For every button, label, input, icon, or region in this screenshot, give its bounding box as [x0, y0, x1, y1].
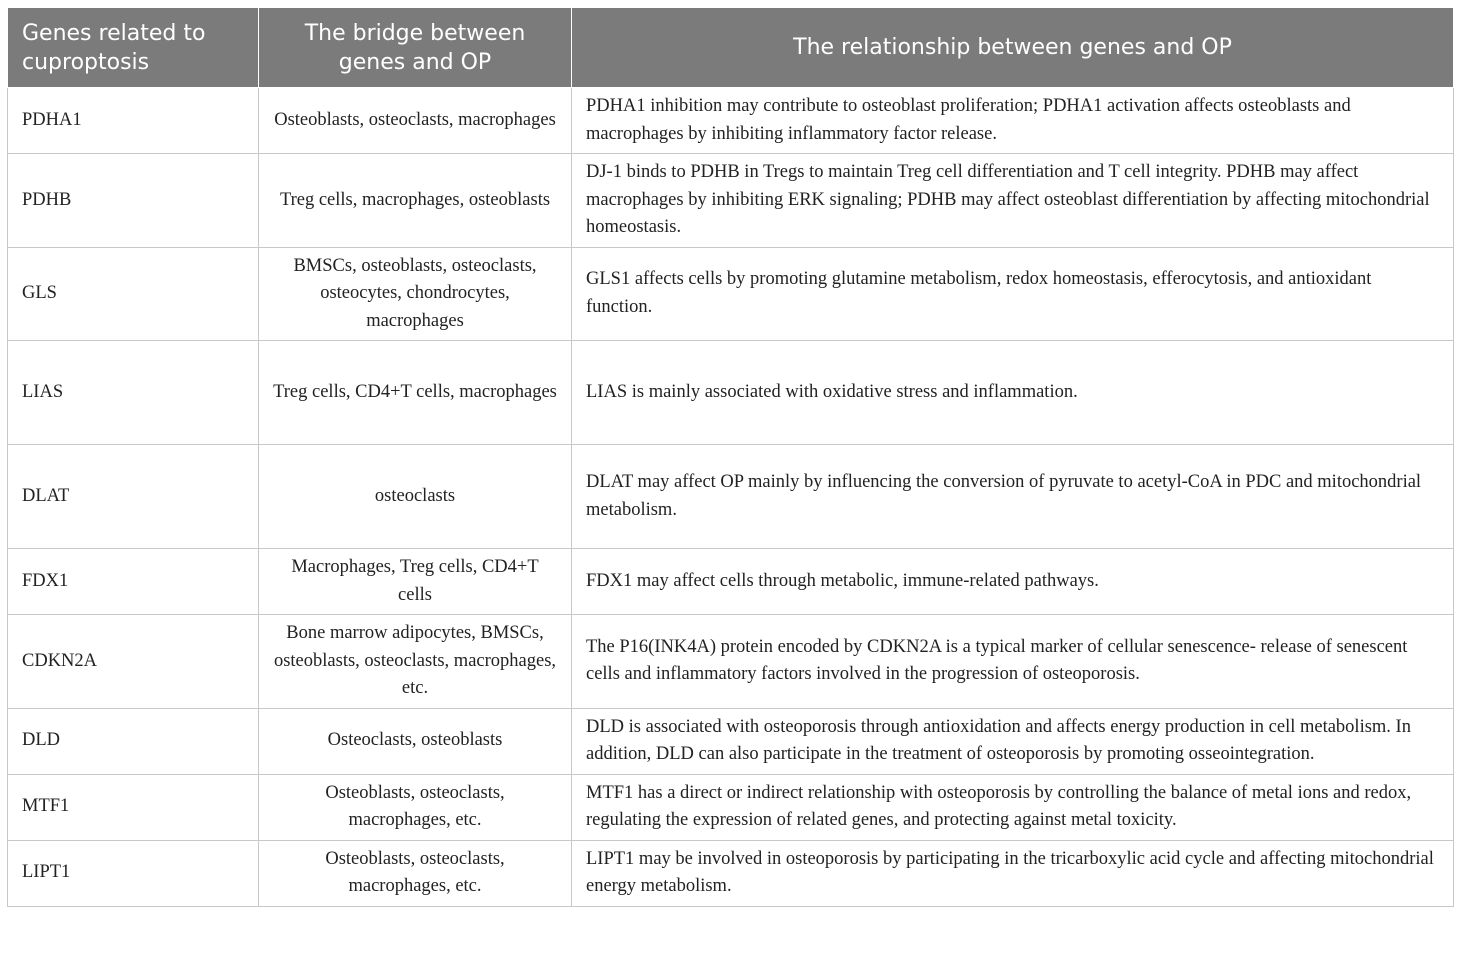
table-row: [8, 708, 1454, 774]
relationship-cell: MTF1 has a direct or indirect relationship with osteoporosis by controlling the balance of metal ions and redox, regulating the expression of related genes, and protecting against metal toxicity.: [572, 774, 1454, 840]
table-row: [8, 341, 1454, 445]
relationship-cell: FDX1 may affect cells through metabolic, immune-related pathways.: [572, 549, 1454, 615]
bridge-cell: Macrophages, Treg cells, CD4+T cells: [259, 549, 572, 615]
relationship-cell: DLD is associated with osteoporosis through antioxidation and affects energy production in cell metabolism. In addition, DLD can also participate in the treatment of osteoporosis by promoting osseointegration.: [572, 708, 1454, 774]
bridge-cell: BMSCs, osteoblasts, osteoclasts, osteocytes, chondrocytes, macrophages: [259, 247, 572, 341]
bridge-cell: Bone marrow adipocytes, BMSCs, osteoblasts, osteoclasts, macrophages, etc.: [259, 615, 572, 709]
relationship-cell: The P16(INK4A) protein encoded by CDKN2A is a typical marker of cellular senescence- release of senescent cells and inflammatory factors involved in the progression of osteoporosis.: [572, 615, 1454, 709]
relationship-cell: DJ-1 binds to PDHB in Tregs to maintain Treg cell differentiation and T cell integrity. PDHB may affect macrophages by inhibiting ERK signaling; PDHB may affect osteoblast differentiation by affecting mitochondrial homeostasis.: [572, 154, 1454, 248]
bridge-cell: Osteoblasts, osteoclasts, macrophages, etc.: [259, 774, 572, 840]
gene-cell: DLD: [8, 708, 259, 774]
relationship-cell: DLAT may affect OP mainly by influencing the conversion of pyruvate to acetyl-CoA in PDC and mitochondrial metabolism.: [572, 445, 1454, 549]
column-header-bridge: The bridge between genes and OP: [259, 8, 572, 88]
gene-cell: FDX1: [8, 549, 259, 615]
table-container: [7, 7, 1453, 907]
bridge-cell: Treg cells, CD4+T cells, macrophages: [259, 341, 572, 445]
table-row: [8, 840, 1454, 906]
table-row: [8, 88, 1454, 154]
bridge-cell: Osteoblasts, osteoclasts, macrophages: [259, 88, 572, 154]
gene-cell: DLAT: [8, 445, 259, 549]
table-row: [8, 247, 1454, 341]
bridge-cell: Treg cells, macrophages, osteoblasts: [259, 154, 572, 248]
genes-op-table: [7, 7, 1454, 907]
table-header: [8, 8, 1454, 88]
gene-cell: MTF1: [8, 774, 259, 840]
table-row: [8, 154, 1454, 248]
gene-cell: LIAS: [8, 341, 259, 445]
bridge-cell: Osteoclasts, osteoblasts: [259, 708, 572, 774]
table-row: [8, 549, 1454, 615]
relationship-cell: PDHA1 inhibition may contribute to osteoblast proliferation; PDHA1 activation affects osteoblasts and macrophages by inhibiting inflammatory factor release.: [572, 88, 1454, 154]
bridge-cell: osteoclasts: [259, 445, 572, 549]
table-row: [8, 615, 1454, 709]
gene-cell: LIPT1: [8, 840, 259, 906]
gene-cell: PDHB: [8, 154, 259, 248]
gene-cell: PDHA1: [8, 88, 259, 154]
table-body: [8, 88, 1454, 907]
table-row: [8, 445, 1454, 549]
table-row: [8, 774, 1454, 840]
relationship-cell: LIPT1 may be involved in osteoporosis by participating in the tricarboxylic acid cycle and affecting mitochondrial energy metabolism.: [572, 840, 1454, 906]
bridge-cell: Osteoblasts, osteoclasts, macrophages, etc.: [259, 840, 572, 906]
header-row: [8, 8, 1454, 88]
gene-cell: GLS: [8, 247, 259, 341]
column-header-relationship: The relationship between genes and OP: [572, 8, 1454, 88]
gene-cell: CDKN2A: [8, 615, 259, 709]
relationship-cell: GLS1 affects cells by promoting glutamine metabolism, redox homeostasis, efferocytosis, and antioxidant function.: [572, 247, 1454, 341]
relationship-cell: LIAS is mainly associated with oxidative stress and inflammation.: [572, 341, 1454, 445]
column-header-genes: Genes related to cuproptosis: [8, 8, 259, 88]
